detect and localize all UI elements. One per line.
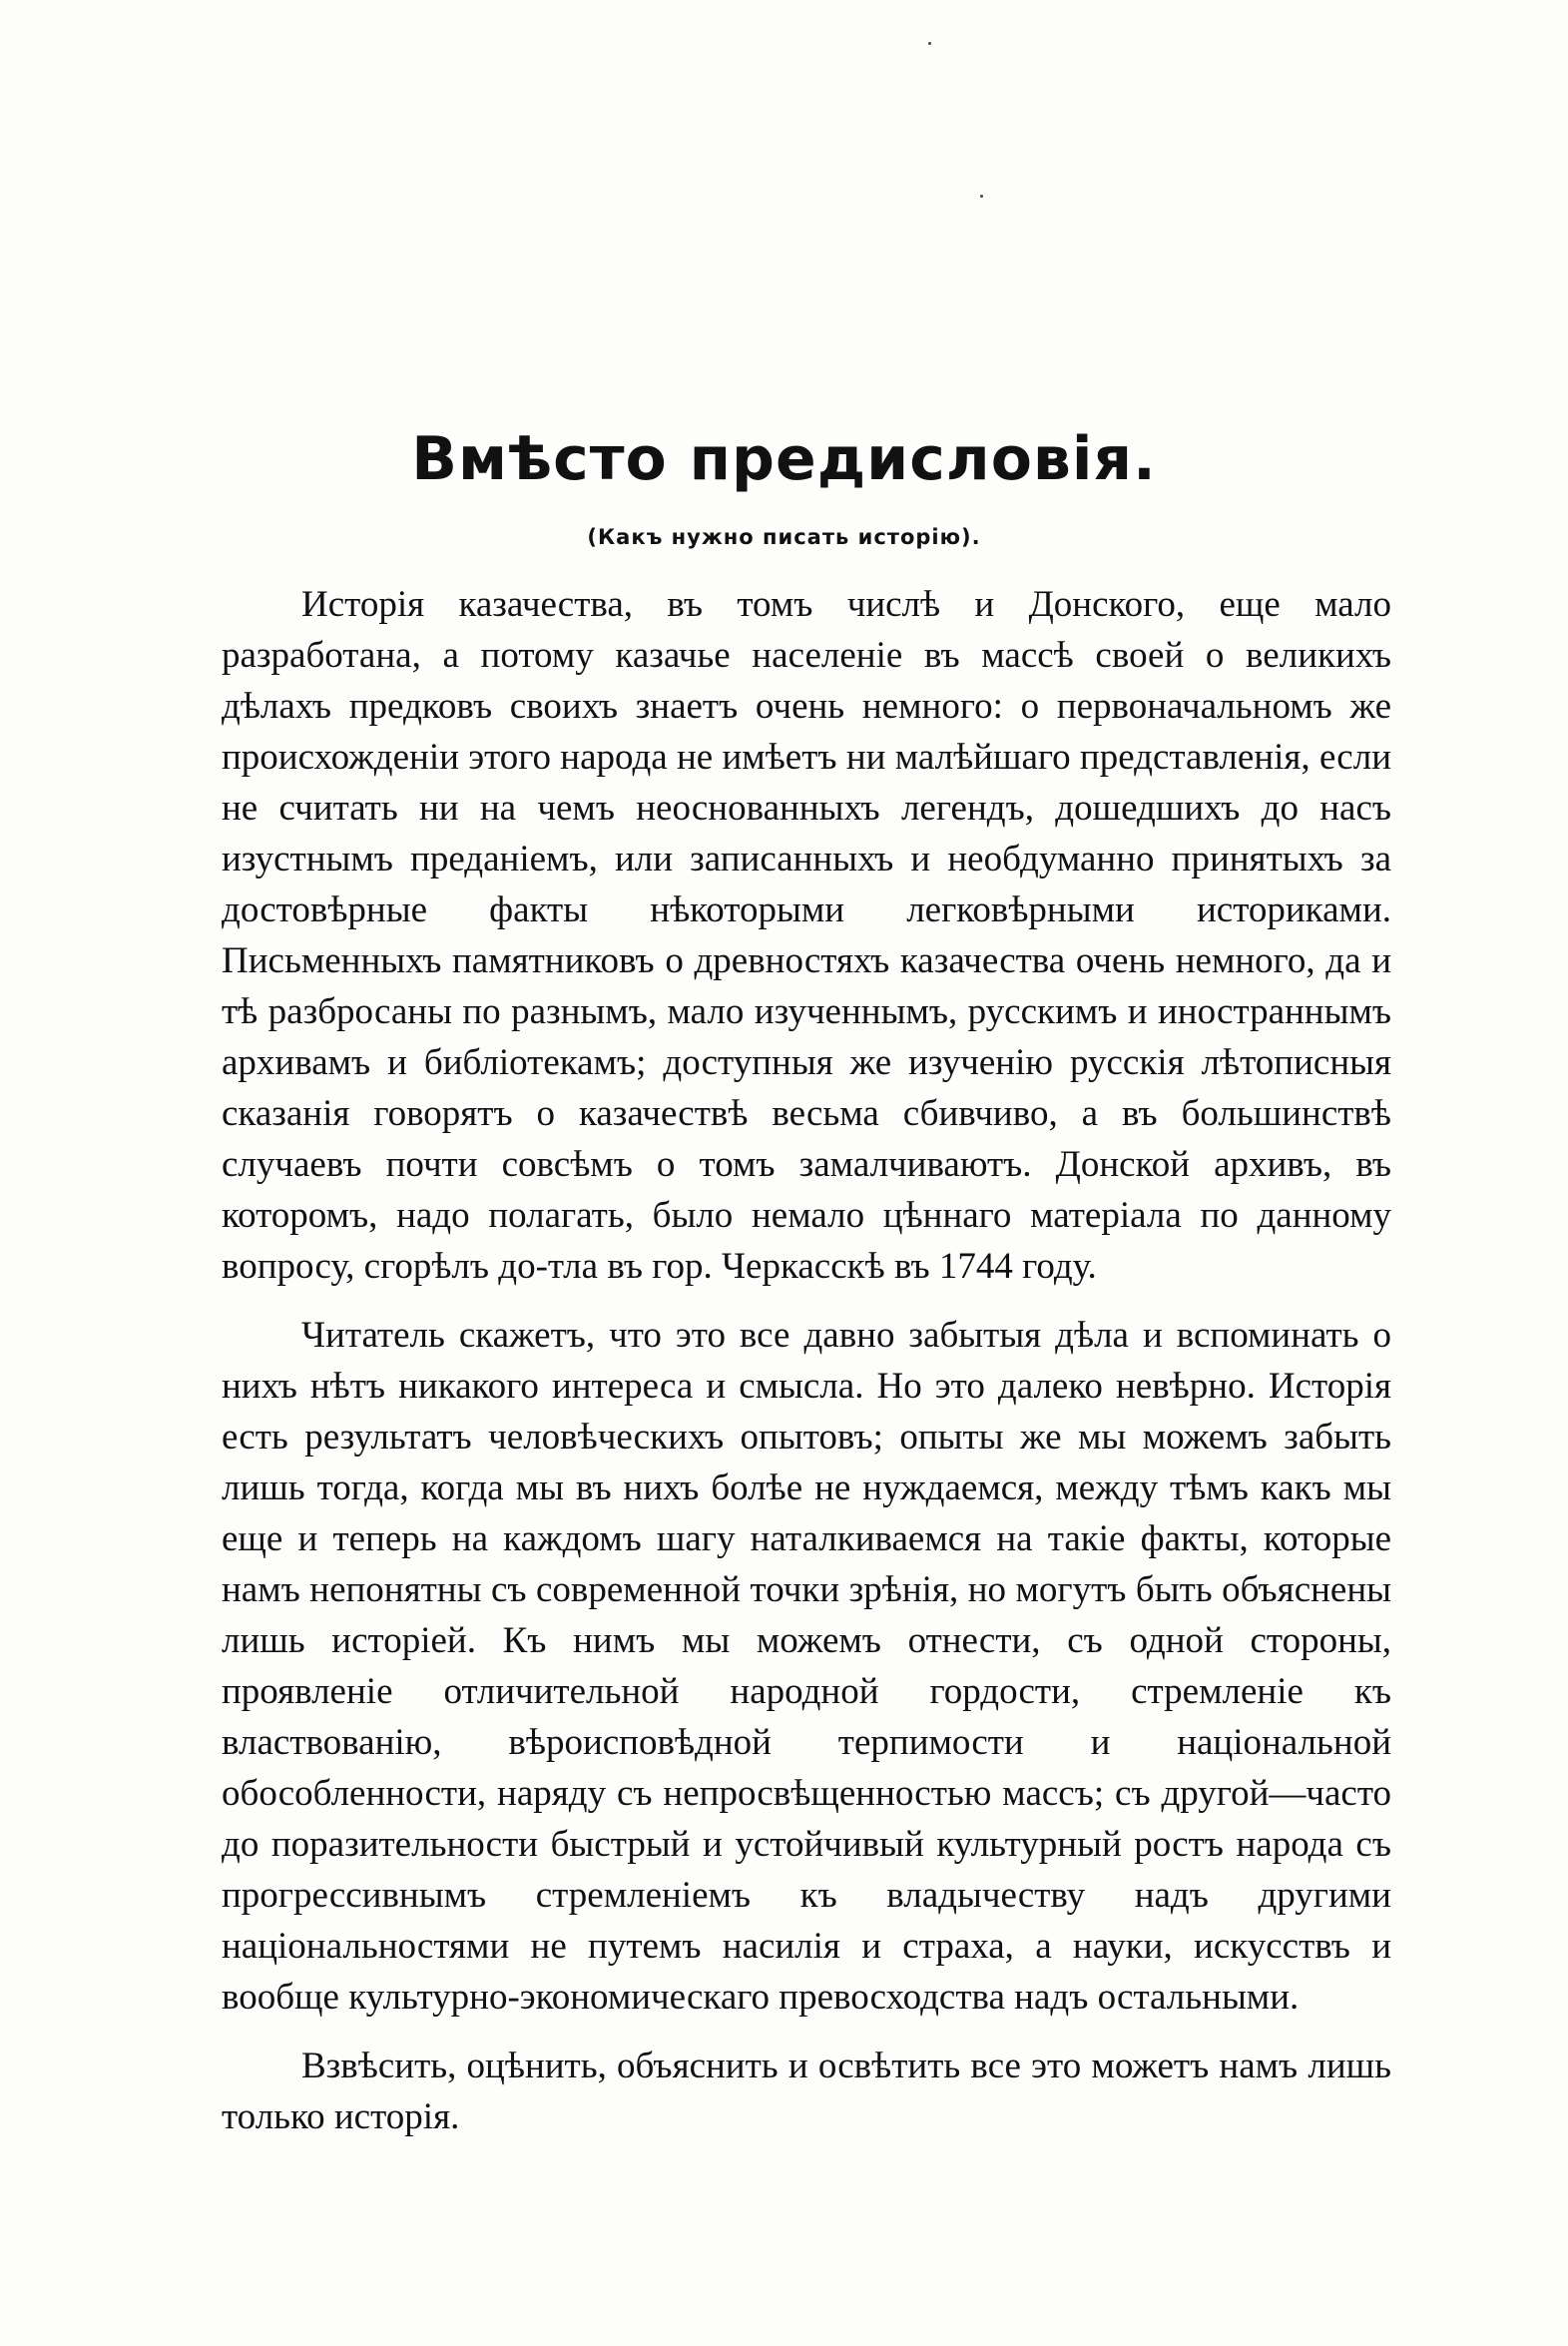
scan-speck	[980, 195, 983, 198]
paragraph: Читатель скажетъ, что это все давно забытыя дѣла и вспоминать о нихъ нѣтъ никакого интереса и смысла. Но это далеко невѣрно. Исторія есть результатъ человѣческихъ опытовъ; опыты же мы можемъ забыть лишь тогда, когда мы въ нихъ болѣе не нуждаемся, между тѣмъ какъ мы еще и теперь на каждомъ шагу наталкиваемся на такіе факты, которые намъ непонятны съ современной точки зрѣнія, но могутъ быть объяснены лишь исторіей. Къ нимъ мы можемъ отнести, съ одной стороны, проявленіе отличительной народной гордости, стремленіе къ властвованію, вѣроисповѣдной терпимости и національной обособленности, наряду съ непросвѣщенностью массъ; съ другой—часто до поразительности быстрый и устойчивый культурный ростъ народа съ прогрессивнымъ стремленіемъ къ владычеству надъ другими національностями не путемъ насилія и страха, а науки, искусствъ и вообще культурно-экономическаго превосходства надъ остальными.	[222, 1315, 1391, 2018]
page-subtitle: (Какъ нужно писать исторію).	[587, 525, 981, 549]
paragraph: Исторія казачества, въ томъ числѣ и Донского, еще мало разработана, а потому казачье населеніе въ массѣ своей о великихъ дѣлахъ предковъ своихъ знаетъ очень немного: о первоначальномъ же происхожденіи этого народа не имѣетъ ни малѣйшаго представленія, если не считать ни на чемъ неоснованныхъ легендъ, дошедшихъ до насъ изустнымъ преданіемъ, или записанныхъ и необдуманно принятыхъ за достовѣрные факты нѣкоторыми легковѣрными историками. Письменныхъ памятниковъ о древностяхъ казачества очень немного, да и тѣ разбросаны по разнымъ, мало изученнымъ, русскимъ и иностраннымъ архивамъ и библіотекамъ; доступныя же изученію русскія лѣтописныя сказанія говорятъ о казачествѣ весьма сбивчиво, а въ большинствѣ случаевъ почти совсѣмъ о томъ замалчиваютъ. Донской архивъ, въ которомъ, надо полагать, было немало цѣннаго матеріала по данному вопросу, сгорѣлъ до-тла въ гор. Черкасскѣ въ 1744 году.	[222, 584, 1391, 1287]
page-title: Вмѣсто предисловія.	[411, 424, 1157, 494]
paragraph: Взвѣсить, оцѣнить, объяснить и освѣтить все это можетъ намъ лишь только исторія.	[222, 2046, 1391, 2137]
scan-speck	[928, 42, 931, 45]
body-text	[222, 579, 1391, 2160]
